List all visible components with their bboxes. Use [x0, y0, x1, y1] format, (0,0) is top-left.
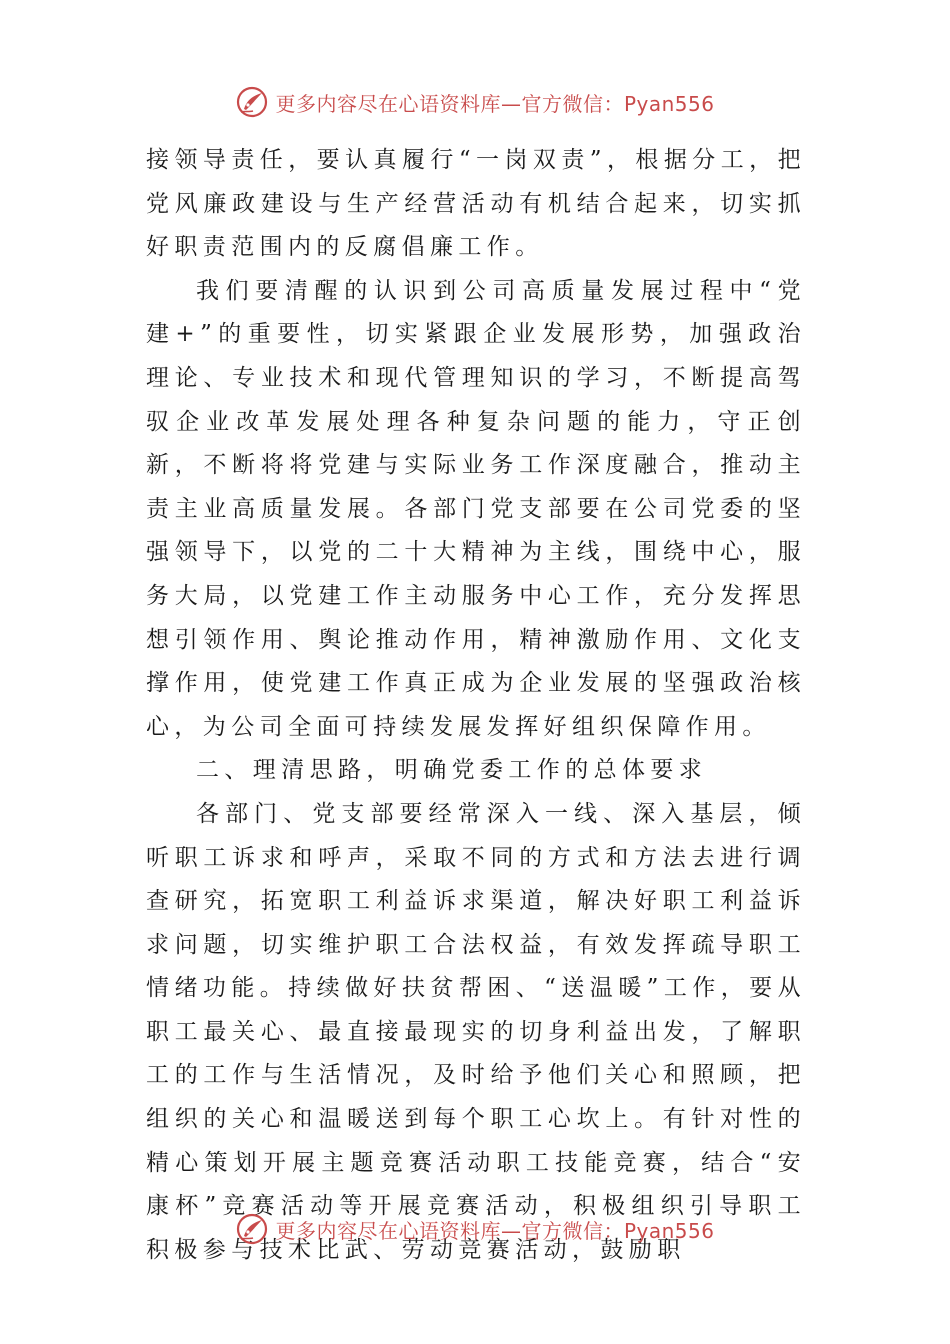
paragraph-employee-care: 各部门、党支部要经常深入一线、深入基层，倾听职工诉求和呼声，采取不同的方式和方法去进行调查研究，拓宽职工利益诉求渠道，解决好职工利益诉求问题，切实维护职工合法权益，有效发挥疏导职工情绪功能。持续做好扶贫帮困、“送温暖”工作，要从职工最关心、最直接最现实的切身利益出发，了解职工的工作与生活情况，及时给予他们关心和照顾，把组织的关心和温暖送到每个职工心坎上。有针对性的精心策划开展主题竞赛活动职工技能竞赛，结合“安康杯”竞赛活动等开展竞赛活动，积极组织引导职工积极参与技术比武、劳动竞赛活动，鼓励职 [146, 800, 806, 1263]
header-watermark [0, 80, 950, 124]
section-heading: 二、理清思路，明确党委工作的总体要求 [196, 757, 708, 784]
watermark-group [235, 85, 714, 119]
paragraph-party-building: 我们要清醒的认识到公司高质量发展过程中“党建+”的重要性，切实紧跟企业发展形势，加强政治理论、专业技术和现代管理知识的学习，不断提高驾驭企业改革发展处理各种复杂问题的能力，守正创新，不断将将党建与实际业务工作深度融合，推动主责主业高质量发展。各部门党支部要在公司党委的坚强领导下，以党的二十大精神为主线，围绕中心，服务大局，以党建工作主动服务中心工作，充分发挥思想引领作用、舆论推动作用，精神激励作用、文化支撑作用，使党建工作真正成为企业发展的坚强政治核心，为公司全面可持续发展发挥好组织保障作用。 [146, 277, 806, 740]
watermark-group [235, 1212, 714, 1246]
footer-watermark [0, 1207, 950, 1251]
document-body [146, 139, 806, 1272]
pen-scroll-logo-icon [235, 1212, 269, 1246]
watermark-text: 更多内容尽在心语资料库—官方微信：Pyan556 [275, 1218, 715, 1243]
watermark-text: 更多内容尽在心语资料库—官方微信：Pyan556 [275, 91, 715, 116]
paragraph-continuation: 接领导责任，要认真履行“一岗双责”，根据分工，把党风廉政建设与生产经营活动有机结合起来，切实抓好职责范围内的反腐倡廉工作。 [146, 147, 806, 261]
pen-scroll-logo-icon [235, 85, 269, 119]
